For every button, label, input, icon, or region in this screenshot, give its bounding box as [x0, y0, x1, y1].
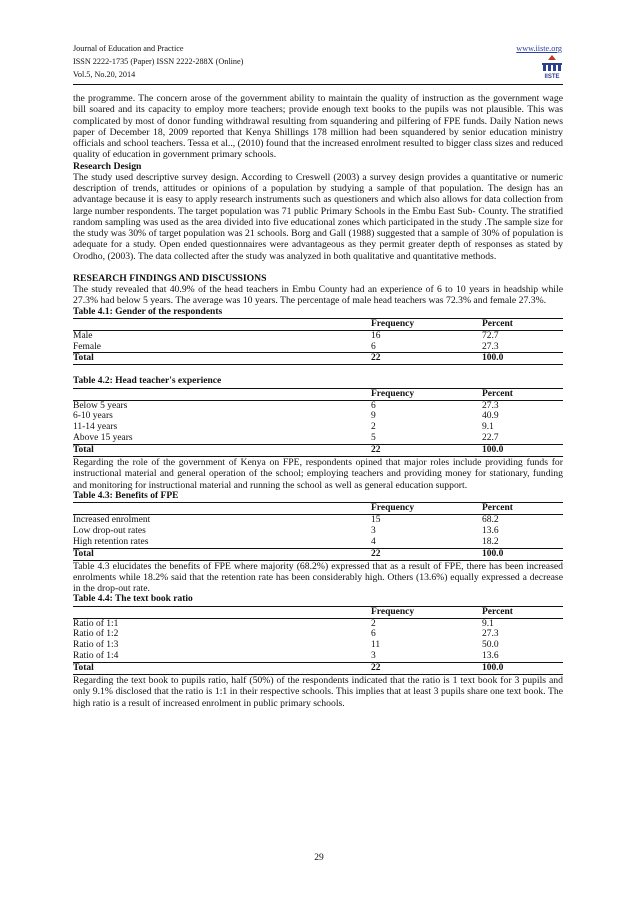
table-row: 11-14 years 2 9.1 [73, 422, 494, 433]
paragraph-research-design: The study used descriptive survey design. According to Creswell (2003) a survey design provides a quantitative or numeric description of trends, attitudes or opinions of a population by studying a sample of that population. The design has an advantage because it is easy to apply research instruments such as questioners and which also allows for data collection from large number respondents. The target population was 71 public Primary Schools in the Embu East Sub- County. The stratified random sampling was used as the area divided into five educational zones which participated in the study .The sample size for the study was 30% of target population was 21 schools. Borg and Gall (1988) suggested that a sample of 30% of population is adequate for a study. Open ended questionnaires were advantageous as they permit greater depth of responses as stated by Orodho, (2003). The data collected after the study was analyzed in both qualitative and quantitative methods. [73, 171, 563, 262]
paragraph-textbook-ratio: Regarding the text book to pupils ratio, half (50%) of the respondents indicated that the ratio is 1 text book for 3 pupils and only 9.1% disclosed that the ratio is 1:1 in their respective schools. This implies that at least 3 pupils share one text book. The high ratio is a result of increased enrolment in public primary schools. [73, 675, 563, 709]
table-4-2 [73, 388, 563, 457]
svg-text:IISTE: IISTE [544, 74, 560, 79]
issn-line: ISSN 2222-1735 (Paper) ISSN 2222-288X (Online) [73, 57, 244, 66]
table-row: Above 15 years 5 22.7 [73, 433, 499, 444]
table-row: Low drop-out rates 3 13.6 [73, 525, 499, 536]
col-header-frequency: Frequency [371, 503, 482, 515]
col-header-percent: Percent [482, 388, 563, 400]
volume-line: Vol.5, No.20, 2014 [73, 70, 136, 79]
paragraph-government-role: Regarding the role of the government of Kenya on FPE, respondents opined that major roles include providing funds for instructional material and general operation of the school; employing teachers and providing money for stationary, funding and monitoring for instructional material and running the school as well as general education support. [73, 457, 563, 491]
table-row: Ratio of 1:1 2 9.1 [73, 618, 494, 629]
table-row: Increased enrolment 15 68.2 [73, 514, 499, 525]
website-link[interactable]: www.iiste.org [516, 44, 562, 53]
table-4-1-caption: Table 4.1: Gender of the respondents [73, 306, 223, 317]
journal-name: Journal of Education and Practice [73, 44, 184, 53]
header-rule [73, 84, 563, 85]
table-row: Female 6 27.3 [73, 341, 499, 352]
table-4-2-caption: Table 4.2: Head teacher's experience [73, 376, 222, 387]
col-header-frequency: Frequency [371, 318, 482, 330]
col-header-frequency: Frequency [371, 606, 482, 618]
table-row: 6-10 years 9 40.9 [73, 411, 499, 422]
col-header-percent: Percent [482, 318, 563, 330]
table-4-3-caption: Table 4.3: Benefits of FPE [73, 490, 179, 501]
table-total-row: Total 22 100.0 [73, 445, 563, 457]
table-total-row: Total 22 100.0 [73, 663, 563, 675]
page-body [73, 93, 563, 709]
table-row: Ratio of 1:4 3 13.6 [73, 651, 499, 662]
table-total-row: Total 22 100.0 [73, 548, 563, 560]
paragraph-intro: the programme. The concern arose of the government ability to maintain the quality of instruction as the government wage bill soared and its capacity to employ more teachers; provide enough text books to the pupils was not plausible. This was complicated by most of donor funding withdrawal resulting from squandering and pilfering of FPE funds. Daily Nation news paper of December 18, 2009 reported that Kenya Shillings 178 million had been squandered by senior education ministry officials and school teachers. Tessa et al.., (2010) found that the increased enrolment resulted to bigger class sizes and reduced quality of education in government primary schools. [73, 93, 563, 161]
table-row: Below 5 years 6 27.3 [73, 400, 499, 411]
table-4-1 [73, 318, 563, 366]
table-4-3 [73, 502, 563, 561]
table-total-row: Total 22 100.0 [73, 353, 563, 365]
heading-research-design: Research Design [73, 160, 142, 172]
table-row: Ratio of 1:2 6 27.3 [73, 629, 499, 640]
col-header-percent: Percent [482, 503, 563, 515]
page-number: 29 [314, 853, 324, 863]
iiste-logo-icon [539, 55, 565, 79]
table-4-4 [73, 606, 563, 675]
col-header-percent: Percent [482, 606, 563, 618]
paragraph-benefits: Table 4.3 elucidates the benefits of FPE where majority (68.2%) expressed that as a result of FPE, there has been increased enrolments while 18.2% said that the retention rate has been considerably high. Others (13.6%) equally expressed a decrease in the drop-out rate. [73, 560, 563, 595]
table-row: High retention rates 4 18.2 [73, 536, 499, 547]
heading-findings: RESEARCH FINDINGS AND DISCUSSIONS [73, 272, 267, 284]
table-4-4-caption: Table 4.4: The text book ratio [73, 594, 193, 605]
table-row: Male 16 72.7 [73, 330, 499, 341]
col-header-frequency: Frequency [371, 388, 482, 400]
paragraph-findings: The study revealed that 40.9% of the head teachers in Embu County had an experience of 6 to 10 years in headship while 27.3% had below 5 years. The average was 10 years. The percentage of male head teachers was 72.3% and female 27.3%. [73, 284, 563, 307]
table-row: Ratio of 1:3 11 50.0 [73, 640, 499, 651]
